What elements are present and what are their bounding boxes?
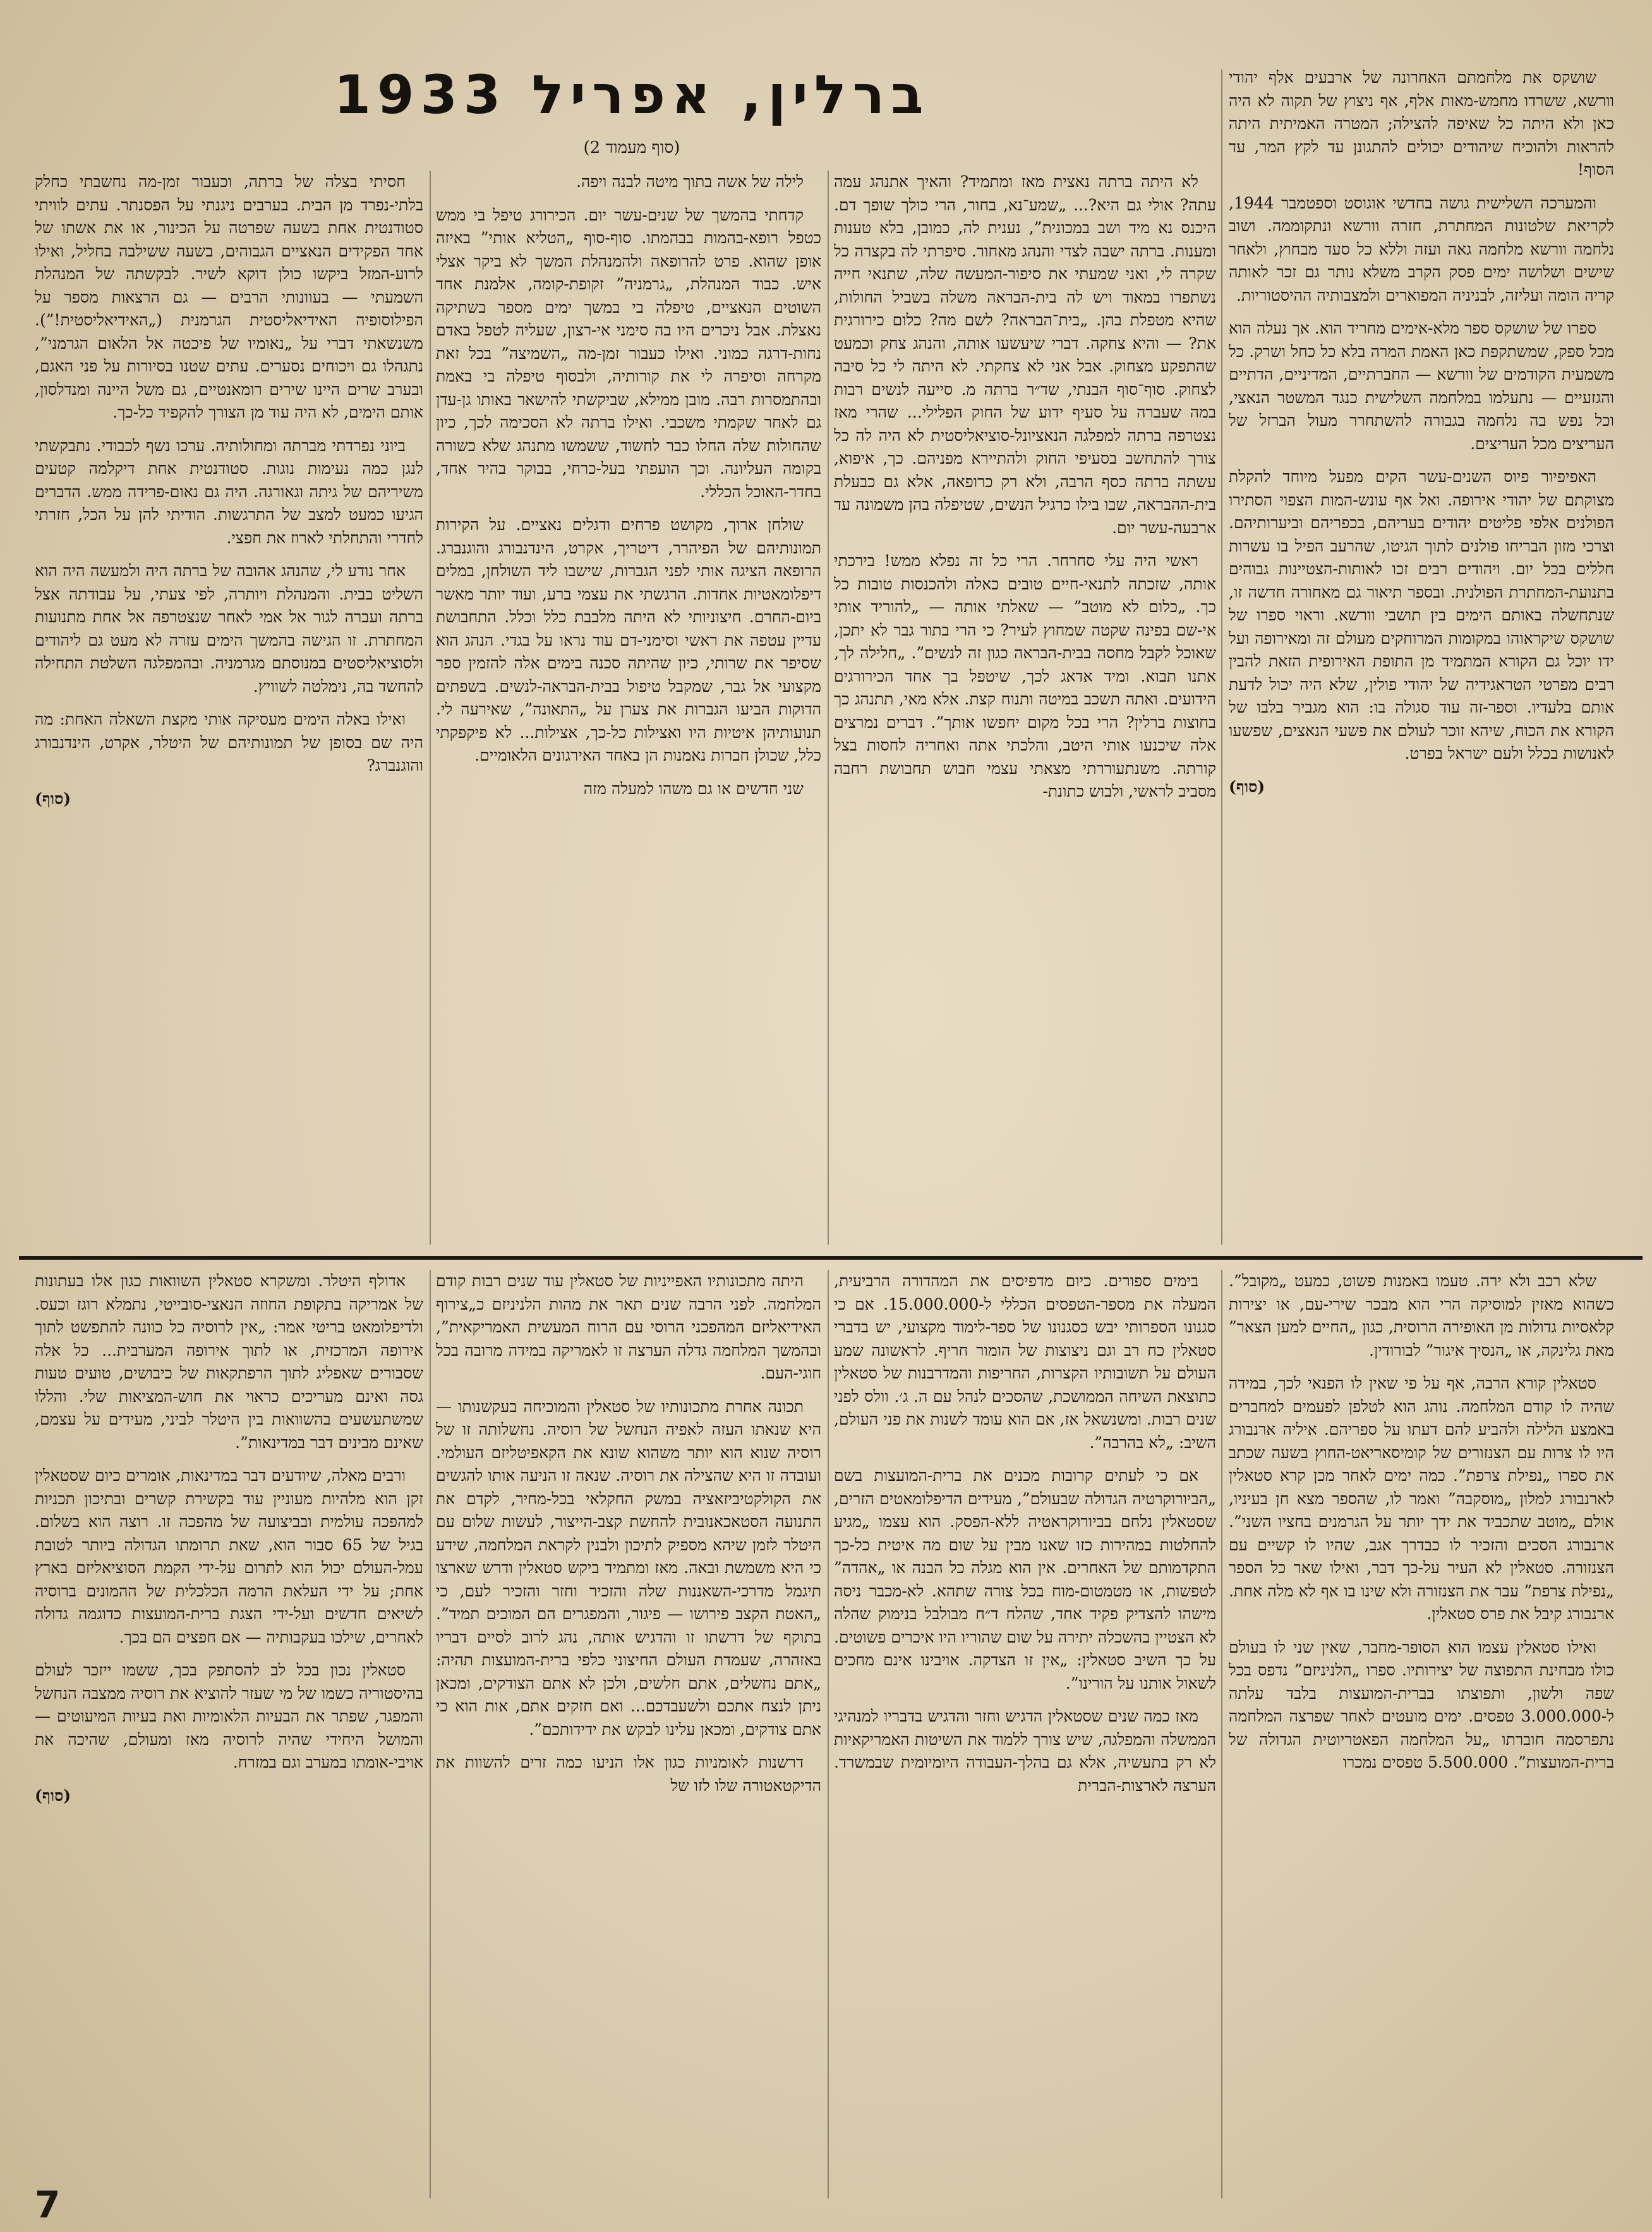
end-mark: (סוף) — [35, 1786, 71, 1805]
column-divider — [430, 171, 431, 1245]
end-mark: (סוף) — [1229, 777, 1265, 796]
paragraph: ספרו של שושקס ספר מלא-אימים מחריד הוא. אך נעלה הוא מכל ספק, שמשתקפת כאן האמת המרה בלא כל כחל ושרק. כל משמעית הקודמים של וורשא — החברתיים, המדיניים, הדתיים והגזעיים — נתעלמו במלחמה השלישית כנגד המשטר הנאצי, וכל נפש בה נלחמה בגבורה להשתחרר מעול הברזל של העריצים מכל העריצים. — [1229, 319, 1614, 453]
paragraph: סטאלין קורא הרבה, אף על פי שאין לו הפנאי לכך, במידה שהיה לו קודם המלחמה. נוהג הוא לטלפן לפעמים למחברים באמצע הלילה ולהביע להם דעתו על ספריהם. איליה ארנבורג היו לו צרות עם הצנזורים של קומיסאריאט-החוץ בשעה שכתב את ספרו „נפילת צרפת”. כמה ימים לאחר מכן קרא סטאלין לארנבורג למלון „מוסקבה” ואמר לו, שהספר מצא חן בעיניו, אולם „מוטב שתכביד את ידך יותר על הגרמנים בחציו השני”. ארנבורג הסכים והזכיר לו כבדרך אגב, שהיו לו קשיים עם הצנזורה. סטאלין לא העיר על-כך דבר, ואילו שאר כל הספר „נפילת צרפת” עבר את הצנזורה ולא שינו בו אף לא מלה אחת. ארנבורג קיבל את פרס סטאלין. — [1229, 1374, 1614, 1623]
column-divider — [430, 1270, 431, 2199]
column-divider — [1221, 69, 1222, 1245]
paragraph: דרשנות לאומניות כגון אלו הניעו כמה זרים להשוות את הדיקטאטורה שלו לזו של — [436, 1753, 821, 1795]
article-subtitle: (סוף מעמוד 2) — [583, 138, 680, 157]
paragraph: ראשי היה עלי סחרחר. הרי כל זה נפלא ממש! בירכתי אותה, שזכתה לתנאי-חיים טובים כאלה ולהכנסות טובות כל כך. „כלום לא מוטב” — שאלתי אותה — „להוריד אותי אי-שם בפינה שקטה שמחוץ לעיר? כי הרי בתור גבר לא יתכן, שאוכל לקבל מחסה בבית-הבראה כגון זה לנשים”. „חלילה לך, אתנו תבוא. ומיד אדאג לכך, שיטפל בך אחד הכירורגים הידועים. ואתה תשכב במיטה ותנוח קצת. אלא מאי, תתנהג כך בחוצות ברלין? הרי בכל מקום יחפשו אותך”. דברים נמרצים אלה שיכנעו אותי היטב, והלכתי אתה ואחריה לחסות בצל קורתה. משנתעוררתי מצאתי עצמי חבוש תחבושת רחבה מסביב לראשי, ולבוש כתונת- — [834, 552, 1216, 800]
article-title: ברלין, אפריל 1933 — [334, 64, 930, 126]
paragraph: סטאלין נכון בכל לב להסתפק בכך, ששמו ייזכר לעולם בהיסטוריה כשמו של מי שעזר להוציא את רוסיה ממצבה הנחשל והמפגר, שפתר את הבעיות הלאומיות ואת בעיות המיעוטים — והמושל היחידי שהיה לרוסיה מאז ומעולם, שהיכה את אויבי-אומתו במערב וגם במזרח. — [35, 1661, 423, 1771]
paragraph: מאז כמה שנים שסטאלין הדגיש וחזר והדגיש בדבריו למנהיגי הממשלה והמפלגה, שיש צורך ללמוד את השיטות האמריקאיות לא רק בתעשיה, אלא גם בהלך-העבודה היומיומית שבמשרד. הערצה לארצות-הברית — [834, 1707, 1216, 1795]
paragraph: חסיתי בצלה של ברתה, וכעבור זמן-מה נחשבתי כחלק בלתי-נפרד מן הבית. בערבים ניגנתי על הפסנתר. עתים לוויתי סטודנטית אחת בשעה שפרטה על הכינור, או את אשתו של אחד הפקידים הנאציים הגבוהים, בשעה ששילבה בחליל, ואילו לרוע-המזל ביקשו כולן דוקא לשיר. לבקשתה של המנהלת השמעתי — בעוונותי הרבים — גם הרצאות מספר על הפילוסופיה האידיאליסטית הגרמנית („האידיאליסטית!”). משנשאתי דברי על „נאומיו של פיכטה אל הלאום הגרמני”, נתגהלו גם ויכוחים נסערים. עתים שטנו בסיורות על פני האגם, ובערב שרים היינו שירים רומאנטיים, גם משל היינה ומנדלסון, אותם הימים, לא היה עוד מן הצורך להקפיד כל-כך. — [35, 172, 423, 421]
paragraph: ורבים מאלה, שיודעים דבר במדינאות, אומרים כיום שסטאלין זקן הוא מלהיות מעוניין עוד בקשירת קשרים ובתיכון תכניות למהפכה עולמית ובביצועה של מהפכה זו. רוצה הוא בשלום. בגיל של 65 סבור הוא, שאת תרומתו הגדולה ביותר לטובת עמל-העולם יכול הוא לתרום על-ידי הקמת הסוציאליזם בארץ אחת; על ידי העלאת הרמה הכלכלית של ההמונים ברוסיה לשיאים חדשים ועל-ידי הצגת ברית-המועצות כדוגמה גדולה לאחרים, שילכו בעקבותיה — אם חפצים הם בכך. — [35, 1466, 423, 1646]
paragraph: בימים ספורים. כיום מדפיסים את המהדורה הרביעית, המעלה את מספר-הטפסים הכללי ל-15.000.000. אם כי סגנונו הספרותי יבש כסגנונו של ספר-לימוד מקצועי, יש בדברי סטאלין כח רב וגם ניצוצות של הומור חריף. לראשונה שמע העולם על תשובותיו הקצרות, החריפות והמדרבנות של סטאלין כתוצאת השיחה הממושכת, שהסכים לנהל עם ה. ג׳. וולס לפני שנים רבות. ומשנשאל אז, אם הוא עומד לשנות את פני העולם, השיב: „לא בהרבה”. — [834, 1272, 1216, 1452]
column-divider — [1221, 1270, 1222, 2199]
paragraph: קדחתי בהמשך של שנים-עשר יום. הכירורג טיפל בי ממש כטפל רופא-בהמות בבהמתו. סוף-סוף „הטליא אותי” באיזה אופן שהוא. פרט להרופאה ולהמנהלת המשך לא ביקר אצלי איש. כבוד המנהלת, „גרמניה” זקופת-קומה, אלמנת אחד השוטים הנאציים, טיפלה בי במשך ימים מספר בשתיקה נאצלת. אבל ניכרים היו בה סימני אי-רצון, שעליה לטפל באדם נחות-דרגה כמוני. ואילו כעבור זמן-מה „השמיצה” בכל זאת מקרחה וסיפרה לי את קורותיה, ולבסוף טיפלה בי באמת ובהתמסרות רבה. מובן ממילא, שביקשתי להישאר באותו גן-עדן גם לאחר שקמתי משכבי. ואילו ברתה לא הסכימה לכך, כיון שהחולות שלה החלו כבר לחשוד, ששמשו מתנהג שלא כשורה בקומה העליונה. וכך הועפתי בעל-כרחי, בבוקר בהיר אחד, בחדר-האוכל הכללי. — [436, 205, 821, 501]
paragraph: שני חדשים או גם משהו למעלה מזה — [583, 779, 804, 798]
column-divider — [828, 1270, 829, 2199]
article1-column-3 — [436, 171, 821, 1254]
paragraph: האפיפיור פיוס השנים-עשר הקים מפעל מיוחד להקלת מצוקתם של יהודי אירופה. ואל אף עונש-המות הצפוי הסתירו הפולנים אלפי פליטים יהודים בעריהם, בכפריהם וביערותיהם. וצרכי מזון הבריחו פולנים לתוך הגיטו, שהרעב הפיל בו עשרות חללים בכל יום. ויהודים רבים זכו לאותות-הצטיינות גבוהים בתנועת-המחתרת הפולנית. ובספר תיאור גם מאחורה חדשה זו, שנתחשלה באותם הימים בין תושבי וורשא. וראוי ספרו של שושקס שיקראוהו במקומות המרוחקים מעולם זה ומאירופה ועל ידו יוכל גם הקורא המתמיד מן התופת האירופית הזאת להבין רבים מפרטי הטראגידיה של יהודי פולין, שלא היה יכול לדעת אותם בלעדיו. וספר-זה עוד סגולה בו: הוא מגביר בלבו של הקורא את הכוח, שיהא זוכר לעולם את פשעי הנאצים, שפשעו לאנושות בכלל ולעם ישראל בפרט. — [1229, 468, 1614, 763]
article2-column-4 — [35, 1270, 423, 2173]
paragraph: אם כי לעתים קרובות מכנים את ברית-המועצות בשם „הביורוקרטיה הגדולה שבעולם”, מעידים הדיפלומאטים הזרים, שסטאלין נלחם בביורוקראטיה ללא-הפסק. הוא עצמו „מגיע להחלטות במהירות כזו שאנו מבין על שום מה איטית כל-כך התקדמותם של האחרים. אין הוא מגלה כל הבנה או „אהדה” לטפשות, או מטמטום-מוח בכל צורה שתהא. לא-מכבר ניסה מישהו להצדיק פקיד אחד, שהלח ד״ח מבולבל בנימוק שהלה לא הצטיין בהשכלה יתירה על שום שהוריו היו איכרים פשוטים. על כך השיב סטאלין: „אין זו הצדקה. אויבינו אינם מחכים לשאול אותנו על הורינו”. — [834, 1466, 1216, 1692]
article1-column-1 — [1229, 66, 1614, 1254]
paragraph: תכונה אחרת מתכונותיו של סטאלין והמוכיחה בעקשנותו — היא שנאתו העזה לאפיה הנחשל של רוסיה. נחשלותה זו של רוסיה שנוא הוא יותר משהוא שונא את הקאפיטליזם העולמי. ועובדה זו היא שהצילה את רוסיה. שנאה זו הניעה אותו להגשים את הקולקטיביזאציה במשק החקלאי בכל-מחיר, לקדם את התנועה הסטאכאנובית להחשת קצב-הייצור, לעשות שלום עם היטלר לזמן שיהא מספיק לתיכון ולבנין לקראת המלחמה, שידע כי היא משמשת ובאה. מאז ומתמיד ביקש סטאלין ודרש שארצו תיגמל מדרכי-השאננות שלה והזכיר וחזר והזכיר לעם, כי „האטת הקצב פירושו — פיגור, והמפגרים הם המוכים תמיד”. בתוקף של דרשתו זו והדגיש אותה, נהג לרוב לסיים דבריו באזהרה, שעמדת העולם החיצוני כלפי ברית-המועצות תהיה: „אתם נחשלים, אתם חלשים, ולכן לא אתם הצודקים, ומכאן ניתן לנצח אתכם ולשעבדכם... ואם חזקים אתם, אות הוא כי אתם צודקים, ומכאן עלינו לבקש את ידידותכם”. — [436, 1397, 821, 1739]
paragraph: שושקס את מלחמתם האחרונה של ארבעים אלף יהודי וורשא, ששרדו מחמש-מאות אלף, אף ניצוץ של תקוה לא היה כאן ולא היתה כל שאיפה להצילה; המטרה האמיתית היתה להראות ולהוכיח שיהודים יכולים להתגונן עד לקץ המר, עד הסוף! — [1229, 68, 1614, 179]
paragraph: היתה מתכונותיו האפייניות של סטאלין עוד שנים רבות קודם המלחמה. לפני הרבה שנים תאר את מהות הלניניזם כ„צירוף האידיאליזם המהפכני הרוסי עם הרוח המעשית האמריקאית”, ובהמשך המלחמה גדלה הערצה זו לאמריקה במידה מרובה בכל חוגי-העם. — [436, 1272, 821, 1382]
paragraph: אחר נודע לי, שהנהג אהובה של ברתה היה ולמעשה היה הוא השליט בבית. והמנהלת ויותרה, לפי צעתי, על עבודתה אצל ברתה ועברה לגור אל אמי לאחר שנצטרפה אל אחת מתנועות המחתרת. זו הגישה בהמשך הימים עזרה לא מעט גם ליהודים ולסוציאליסטים במנוסתם מגרמניה. ובהמפלגה השלטת התחילה להחשד בה, נימלטה לשוויץ. — [35, 562, 423, 696]
article2-column-2 — [834, 1270, 1216, 2211]
paragraph: לא היתה ברתה נאצית מאז ומתמיד? והאיך אתנהג עמה עתה? אולי גם היא?... „שמע־נא, בחור, הרי כולך שופך דם. היכנס נא מיד ושב במכונית”, נענית לה, כמובן, בלא טענות ומענות. ברתה ישבה לצדי והנהג מאחור. סיפרתי לה בקצרה כל שקרה לי, ואני שמעתי את סיפור-המעשה שלה, שתנאי חייה נשתפרו במאוד ויש לה בית-הבראה משלה בשביל החולות, שהיא מטפלת בהן. „בית־הבראה? לשם מה? כלום כירורגית את? — והיא צחקה. דברי שיעשעו אותה, והנהג צחק וכמעט שהתפקע מצחוק. אבל אני לא צחקתי. לא היתה לי כל סיבה לצחוק. סוף־סוף הבנתי, שד״ר ברתה מ. סייעה לנשים רבות במה שעברה על סעיף ידוע של החוק הפלילי... שהרי מאז נצטרפה ברתה למפלגה הנאציונל-סוציאליסטית לא היה לה כל צורך להתחשב בסעיפי החוק ולהתיירא מפניהם. כך, איפוא, עשתה ברתה כסף הרבה, ולא רק כרופאה, אלא גם כבעלת בית-ההבראה, שבו בילו כרגיל הנשים, שטיפלה בהן משמונה עד ארבעה-עשר יום. — [834, 172, 1216, 537]
article2-column-3 — [436, 1270, 821, 2211]
paragraph: ואילו סטאלין עצמו הוא הסופר-מחבר, שאין שני לו בעולם כולו מבחינת התפוצה של יצירותיו. ספרו „הלניניזם” נדפס בכל שפה ולשון, ותפוצתו בברית-המועצות בלבד עלתה ל-3.000.000 טפסים. ימים מועטים לאחר שפרצה המלחמה נתפרסמה חוברתו „על המלחמה הפאטריוטית הגדולה של ברית-המועצות”. 5.500.000 טפסים נמכרו — [1229, 1638, 1614, 1771]
paragraph: ביוני נפרדתי מברתה ומחולותיה. ערכו נשף לכבודי. נתבקשתי לנגן כמה נעימות נוגות. סטודנטית אחת דיקלמה קטעים משיריהם של גיתה וגאורגה. היה גם נאום-פרידה ממש. הדברים הגיעו כמעט למצב של התרגשות. הודיתי להן על הכל, חזרתי לחדרי והתחלתי לארוז את חפצי. — [35, 436, 423, 547]
article2-column-1 — [1229, 1270, 1614, 2211]
paragraph: שולחן ארוך, מקושט פרחים ודגלים נאציים. על הקירות תמונותיהם של הפיהרר, דיטריך, אקרט, הינדנבורג והוגנברג. הרופאה הציגה אותי לפני הגברות, שישבו ליד השולחן, במלים דיפלומאטיות אחדות. הרגשתי את עצמי ברע, ועוד יותר מאשר ביום-החרם. חיצוניותי לא היתה מלבבת כלל וכלל. התחבושת עדיין עטפה את ראשי וסימני-דם עוד נראו על בגדי. הנהג הוא שסיפר את שרותי, כיון שהיתה סכנה בימים אלה להזמין ספר מקצועי אל גבר, שמקבל טיפול בבית-הבראה-לנשים. בשפתים הדוקות הביעו הגברות את צערן על „התאונה”, שאירעה לי. תנועותיהן איטיות היו ואצילות כל-כך, אצילות... לא פיקפקתי כלל, שכולן חברות נאמנות הן באחד האירגונים הלאומיים. — [436, 516, 821, 764]
paragraph: שלא רכב ולא ירה. טעמו באמנות פשוט, כמעט „מקובל”. כשהוא מאזין למוסיקה הרי הוא מבכר שירי-עם, או יצירות קלאסיות גדולות מן האופירה הרוסית, כגון „החיים למען הצאר” מאת גלינקה, או „הנסיך איגור” לבורודין. — [1229, 1272, 1614, 1360]
paragraph: ואילו באלה הימים מעסיקה אותי מקצת השאלה האחת: מה היה שם בסופן של תמונותיהם של היטלר, אקרט, הינדנבורג והוגנברג? — [35, 710, 423, 775]
page-number: 7 — [35, 2183, 61, 2226]
column-divider — [828, 171, 829, 1245]
article1-column-2 — [834, 171, 1216, 1254]
article1-column-4 — [35, 171, 423, 1254]
end-mark: (סוף) — [35, 789, 71, 808]
paragraph: אדולף היטלר. ומשקרא סטאלין השוואות כגון אלו בעתונות של אמריקה בתקופת החוזה הנאצי-סובייטי, נתמלא רוגז וכעס. ולדיפלומאט בריטי אמר: „אין לרוסיה כל כוונה להתפשט לתוך אירופה המרכזית, או לתוך אירופה המערבית... כל אלה שסבורים שאפליג לתוך הרפתקאות של כיבושים, טועים טעות גסה ואינם מעריכים כראוי את חוש-המציאות שלי. והללו שמשתעשעים בהשוואות בין היטלר לביני, מעידים על עצמם, שאינם מבינים דבר במדינאות”. — [35, 1272, 423, 1452]
paragraph: והמערכה השלישית גושה בחדשי אוגוסט וספטמבר 1944, לקריאת שלטונות המחתרת, חזרה וורשא ונתקוממה. ושוב נלחמה וורשא מלחמה גאה ועזה וללא כל סעד מבחוץ, ולאחר שישים ושלושה ימים פסק הקרב משלא נותר גם זכר לאותה קריה הומה ועליזה, לבניניה המפוארים ולמצבותיה ההיסטוריות. — [1229, 193, 1614, 305]
section-divider — [19, 1256, 1643, 1260]
paragraph: לילה של אשה בתוך מיטה לבנה ויפה. — [576, 172, 804, 191]
